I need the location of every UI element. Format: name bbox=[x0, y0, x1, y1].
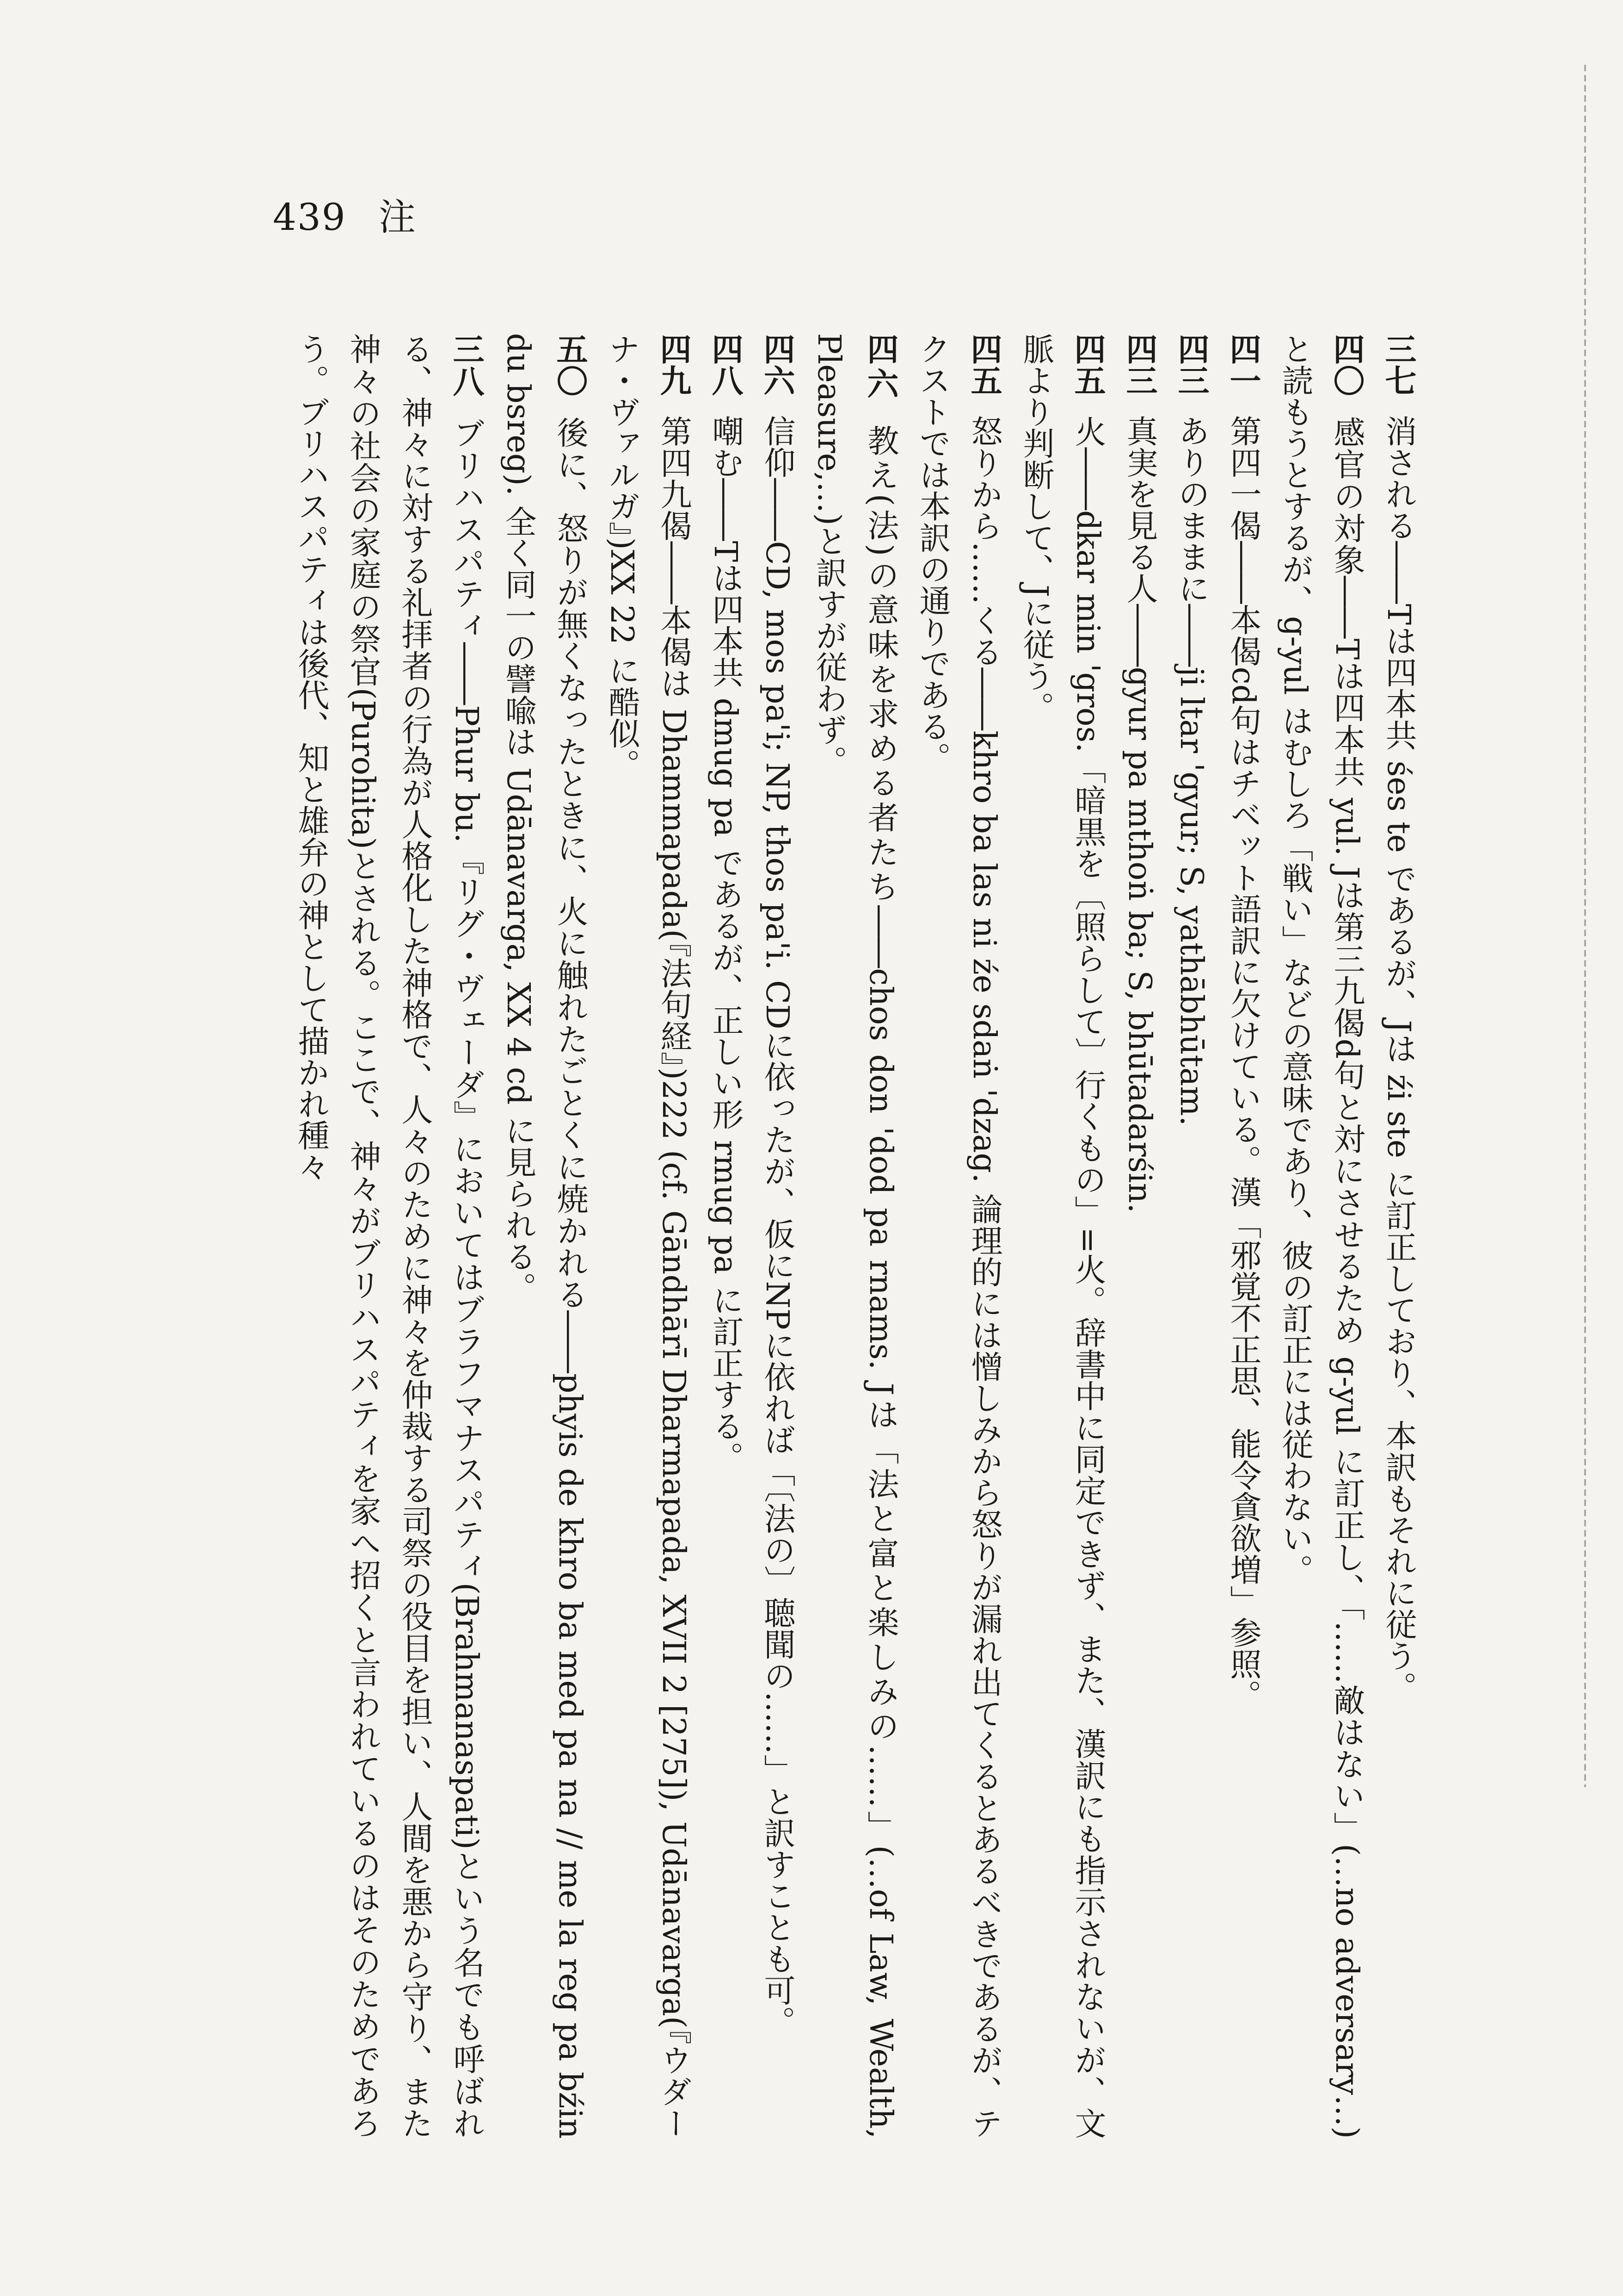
note-item bbox=[751, 333, 803, 2139]
note-number: 四六 bbox=[862, 333, 899, 402]
page-number: 439 bbox=[273, 196, 346, 239]
note-text: 後に、怒りが無くなったときに、火に触れたごとくに焼かれる――phyis de khro ba med pa na // me la reg pa bźin du bsreg). 全く同一の譬喩は Udānavarga, XX 4 cd に見られる。 bbox=[500, 333, 588, 2139]
note-number: 五〇 bbox=[551, 333, 588, 397]
note-number: 三七 bbox=[1380, 333, 1417, 396]
section-label: 注 bbox=[378, 196, 416, 239]
note-item bbox=[1113, 333, 1165, 2139]
note-item bbox=[906, 333, 1010, 2139]
note-text: ブリハスパティ――Phur bu.『リグ・ヴェーダ』においてはブラフマナスパティ(Brahmanaspati)という名でも呼ばれる、神々に対する礼拝者の行為が人格化した神格で、人々のために神々を仲裁する司祭の役目を担い、人間を悪から守り、また神々の社会の家庭の祭官(Purohita)とされる。ここで、神々がブリハスパティを家へ招くと言われているのはそのためであろう。ブリハスパティは後代、知と雄弁の神として描かれ種々 bbox=[293, 333, 485, 2139]
note-item bbox=[1010, 333, 1113, 2139]
note-text: ありのままに――ji ltar 'gyur; S, yathābhūtam. bbox=[1173, 415, 1210, 1126]
note-number: 四九 bbox=[655, 333, 692, 396]
note-number: 四三 bbox=[1173, 333, 1210, 396]
note-text: 教え(法)の意味を求める者たち――chos don 'dod pa rnams. Jは「法と富と楽しみの……」(…of Law, Wealth, Pleasure,…)と訳すが従わず。 bbox=[811, 333, 899, 2139]
note-number: 四五 bbox=[1069, 333, 1106, 396]
note-number: 三八 bbox=[448, 333, 485, 397]
note-number: 四一 bbox=[1224, 333, 1261, 396]
note-text: 第四九偈――本偈は Dhammapada(『法句経』)222 (cf. Gāndhārī Dharmapada, XVII 2 [275]), Udānavarga(『ウダーナ・ヴァルガ』)XX 22 に酷似。 bbox=[603, 333, 692, 2139]
note-text: 真実を見る人――gyur pa mthoṅ ba; S, bhūtadarśin. bbox=[1121, 415, 1158, 1213]
note-number: 四六 bbox=[758, 333, 795, 396]
note-text: 感官の対象――Tは四本共 yul. Jは第三九偈d句と対にさせるため g-yul に訂正し、「……敵はない」(…no adversary…)と読もうとするが、g-yul はむしろ「戦い」などの意味であり、彼の訂正には従わない。 bbox=[1277, 333, 1365, 2139]
note-item bbox=[285, 333, 492, 2139]
note-item bbox=[1165, 333, 1217, 2139]
note-item bbox=[1269, 333, 1372, 2139]
note-text: 信仰――CD, mos pa'i; NP, thos pa'i. CDに依ったが、仮にNPに依れば「〔法の〕聴聞の……」と訳すことも可。 bbox=[759, 415, 795, 2037]
note-item bbox=[699, 333, 751, 2139]
note-item bbox=[1372, 333, 1424, 2139]
page-header bbox=[273, 196, 416, 239]
note-text: 嘲む――Tは四本共 dmug pa であるが、正しい形 rmug pa に訂正する。 bbox=[707, 415, 744, 1473]
note-text: 第四一偈――本偈cd句はチベット語訳に欠けている。漢「邪覚不正思、能令貪欲増」参照。 bbox=[1225, 415, 1261, 1711]
note-item bbox=[803, 333, 906, 2139]
note-item bbox=[1217, 333, 1269, 2139]
note-number: 四三 bbox=[1121, 333, 1158, 396]
note-number: 四八 bbox=[707, 333, 744, 396]
page-edge-mark bbox=[1584, 65, 1586, 1787]
note-item bbox=[492, 333, 596, 2139]
note-text: 消される――Tは四本共 śes te であるが、Jは źi ste に訂正しており、本訳もそれに従う。 bbox=[1380, 415, 1417, 1703]
note-number: 四〇 bbox=[1328, 333, 1365, 397]
note-text: 火――dkar min 'gros.「暗黒を〔照らして〕行くもの」=火。辞書中に同定できず、また、漢訳にも指示されないが、文脈より判断して、Jに従う。 bbox=[1018, 333, 1106, 2139]
notes-body bbox=[203, 333, 1424, 2139]
note-number: 四五 bbox=[965, 333, 1002, 396]
note-text: 怒りから……くる――khro ba las ni źe sdaṅ 'dzag. 論理的には憎しみから怒りが漏れ出てくるとあるべきであるが、テクストでは本訳の通りである。 bbox=[914, 333, 1002, 2139]
note-item bbox=[596, 333, 699, 2139]
